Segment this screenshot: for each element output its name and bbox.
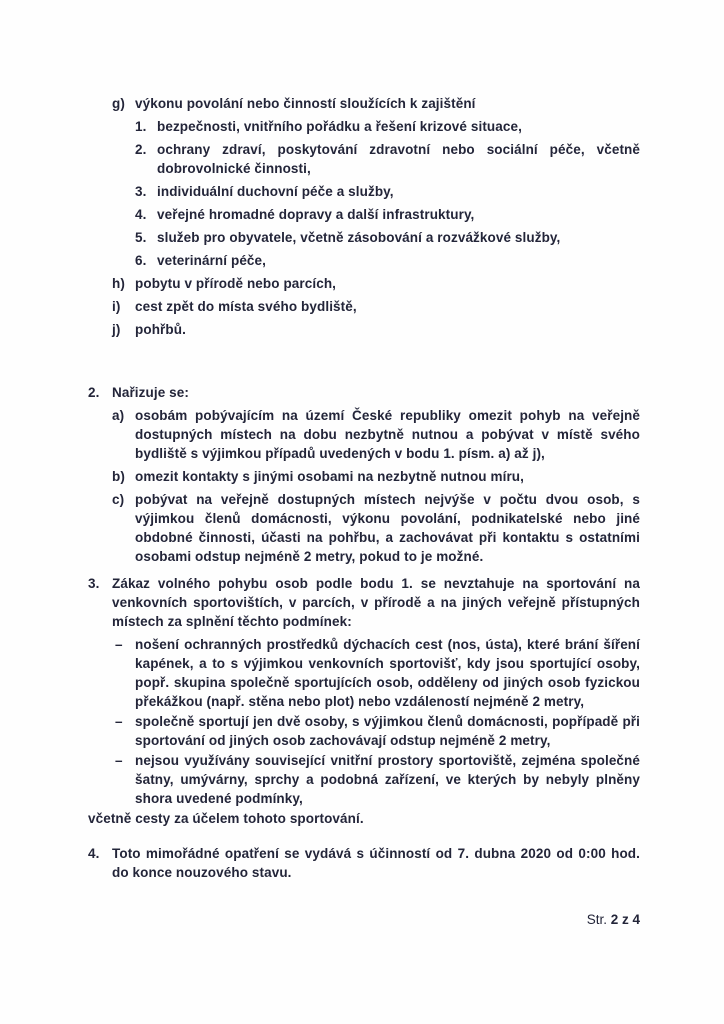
list-item-j	[88, 320, 640, 339]
section-4-heading	[88, 844, 640, 882]
list-item-h	[88, 274, 640, 293]
section-text: Nařizuje se:	[112, 385, 189, 400]
dash-text: nošení ochranných prostředků dýchacích cest (nos, ústa), které brání šíření kapének, a to s výjimkou venkovních sportovišť, kdy jsou sportující osoby, popř. skupina společně sportujících osob, odděleny od jiných osob fyzickou překážkou (např. stěna nebo plot) nebo vzdáleností nejméně 2 metry,	[135, 637, 640, 709]
page-footer	[587, 912, 640, 927]
dash-marker: –	[115, 753, 123, 768]
list-item-1	[88, 117, 640, 136]
list-marker: b)	[112, 469, 125, 484]
footer-page-number: 2 z 4	[610, 912, 640, 927]
list-marker: i)	[112, 299, 121, 314]
list-marker: a)	[112, 408, 125, 423]
list-text: veterinární péče,	[157, 253, 267, 268]
list-text: pohřbů.	[135, 322, 186, 337]
footer-label: Str.	[586, 912, 607, 927]
list-item-4	[88, 205, 640, 224]
dash-item-1	[88, 635, 640, 711]
list-marker: c)	[112, 492, 125, 507]
section-marker: 3.	[88, 576, 100, 591]
dash-item-3	[88, 751, 640, 808]
list-item-b	[88, 467, 640, 486]
list-marker: h)	[112, 276, 125, 291]
document-body	[0, 94, 724, 886]
section-2-heading	[88, 383, 640, 402]
list-item-g	[88, 94, 640, 113]
section-marker: 2.	[88, 385, 100, 400]
dash-text: společně sportují jen dvě osoby, s výjimkou členů domácnosti, popřípadě při sportování od jiných osob zachovávají odstup nejméně 2 metry,	[135, 714, 640, 748]
list-text: pobytu v přírodě nebo parcích,	[135, 276, 337, 291]
list-item-a	[88, 406, 640, 463]
list-item-6	[88, 251, 640, 270]
list-item-2	[88, 140, 640, 178]
list-text: individuální duchovní péče a služby,	[157, 184, 394, 199]
list-marker: 4.	[135, 207, 147, 222]
list-text: pobývat na veřejně dostupných místech nejvýše v počtu dvou osob, s výjimkou členů domácnosti, výkonu povolání, podnikatelské nebo jiné obdobné činnosti, účasti na pohřbu, a zachovávat při kontaktu s ostatními osobami odstup nejméně 2 metry, pokud to je možné.	[135, 492, 640, 564]
dash-text: nejsou využívány související vnitřní prostory sportoviště, zejména společné šatny, umývárny, sprchy a podobná zařízení, ve kterých by nebyly plněny shora uvedené podmínky,	[135, 753, 640, 806]
list-marker: 5.	[135, 230, 147, 245]
list-item-3	[88, 182, 640, 201]
list-text: osobám pobývajícím na území České republiky omezit pohyb na veřejně dostupných místech na dobu nezbytně nutnou a pobývat v místě svého bydliště s výjimkou případů uvedených v bodu 1. písm. a) až j),	[135, 408, 640, 461]
list-text: omezit kontakty s jinými osobami na nezbytně nutnou míru,	[135, 469, 524, 484]
list-text: bezpečnosti, vnitřního pořádku a řešení krizové situace,	[157, 119, 522, 134]
list-text: cest zpět do místa svého bydliště,	[135, 299, 357, 314]
list-marker: 6.	[135, 253, 147, 268]
dash-marker: –	[115, 637, 123, 652]
list-marker: j)	[112, 322, 121, 337]
dash-marker: –	[115, 714, 123, 729]
closing-text: včetně cesty za účelem tohoto sportování.	[88, 811, 364, 826]
list-item-i	[88, 297, 640, 316]
list-item-c	[88, 490, 640, 566]
section-text: Toto mimořádné opatření se vydává s účinností od 7. dubna 2020 od 0:00 hod. do konce nouzového stavu.	[112, 846, 640, 880]
list-text: veřejné hromadné dopravy a další infrastruktury,	[157, 207, 475, 222]
section-marker: 4.	[88, 846, 100, 861]
dash-item-2	[88, 712, 640, 750]
list-marker: 1.	[135, 119, 147, 134]
section-3-closing	[88, 809, 640, 828]
list-item-5	[88, 228, 640, 247]
list-marker: 2.	[135, 142, 147, 157]
list-marker: 3.	[135, 184, 147, 199]
section-3-heading	[88, 574, 640, 631]
list-text: výkonu povolání nebo činností sloužících k zajištění	[135, 96, 476, 111]
section-text: Zákaz volného pohybu osob podle bodu 1. se nevztahuje na sportování na venkovních sportovištích, v parcích, v přírodě a na jiných veřejně přístupných místech za splnění těchto podmínek:	[112, 576, 640, 629]
list-text: ochrany zdraví, poskytování zdravotní nebo sociální péče, včetně dobrovolnické činnosti,	[157, 142, 640, 176]
list-marker: g)	[112, 96, 125, 111]
list-text: služeb pro obyvatele, včetně zásobování a rozvážkové služby,	[157, 230, 561, 245]
